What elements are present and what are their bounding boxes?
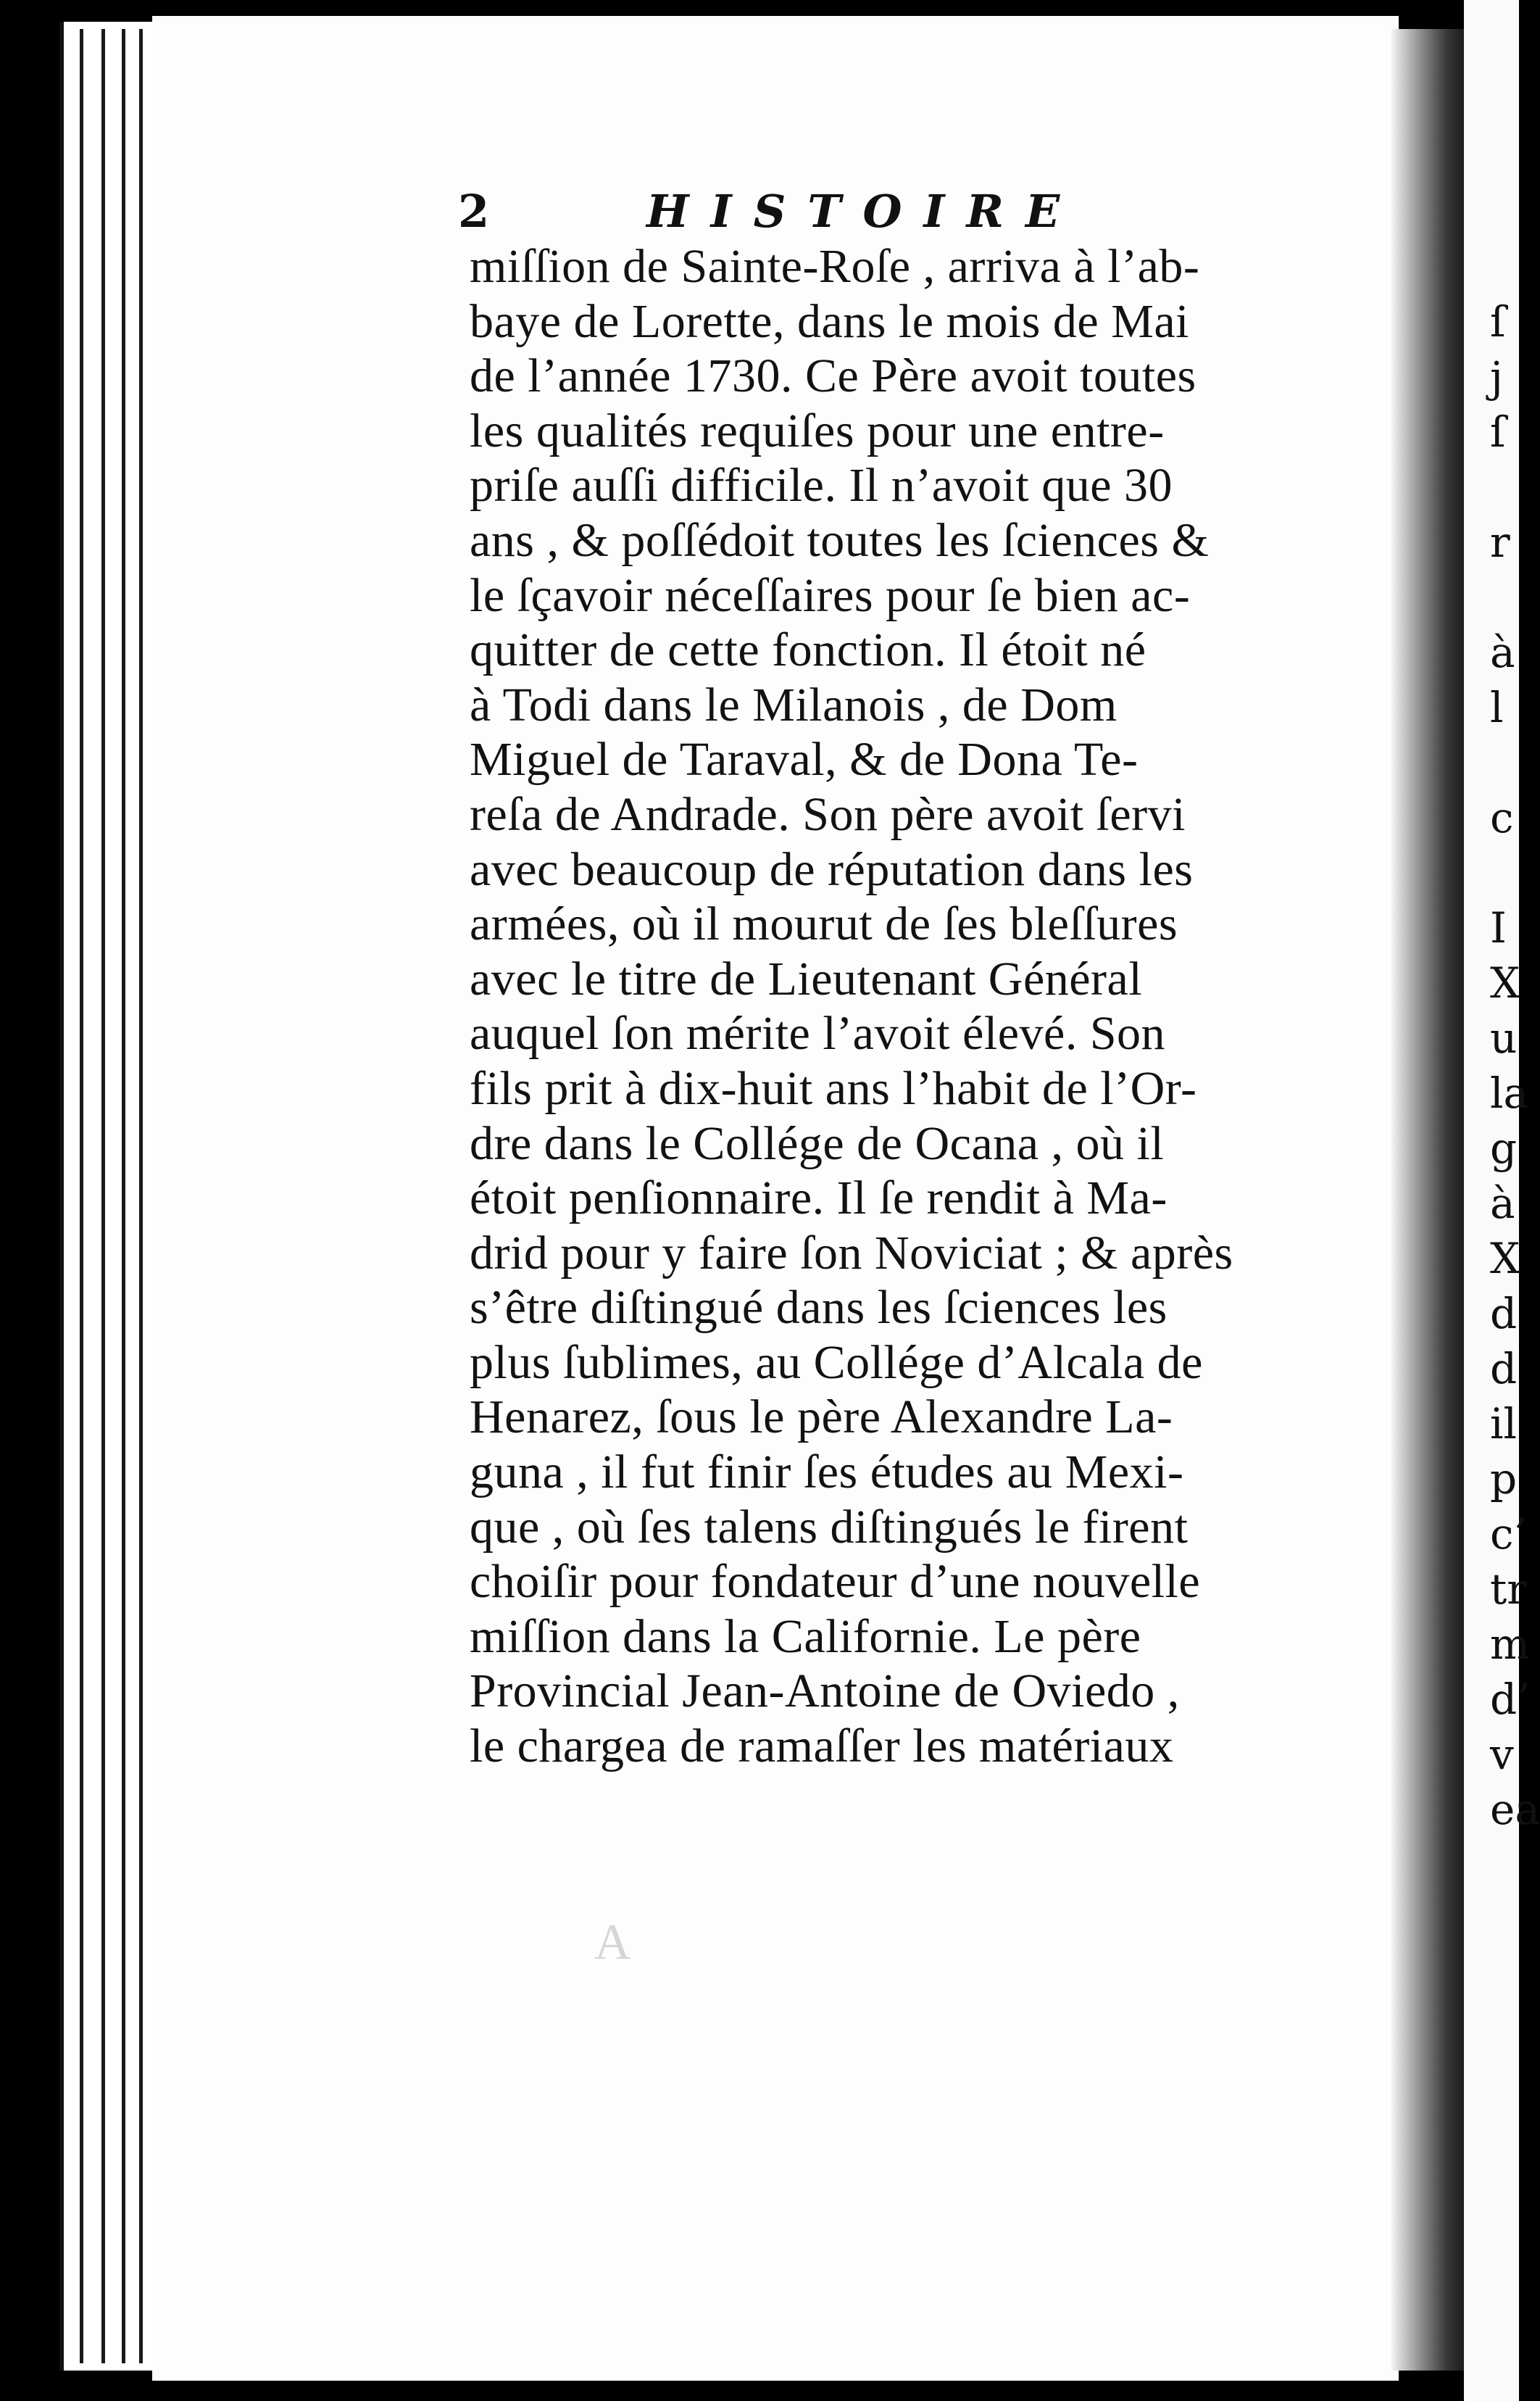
text-line: dre dans le Collége de Ocana , où il: [470, 1116, 1165, 1170]
facing-page-line: à: [1490, 628, 1515, 677]
text-line: miſſion de Sainte-Roſe , arriva à l’ab-: [470, 240, 1200, 293]
binding-gutter-shadow: [1391, 29, 1464, 2371]
facing-page-line: r: [1490, 518, 1510, 567]
text-line: fils prit à dix-huit ans l’habit de l’Or-: [470, 1061, 1197, 1115]
facing-page-line: c’: [1490, 1509, 1527, 1559]
facing-page-line: u: [1490, 1013, 1518, 1063]
text-line: miſſion dans la Californie. Le père: [470, 1609, 1141, 1663]
facing-page-line: [1490, 239, 1540, 294]
facing-page-line: ſ: [1490, 297, 1506, 347]
text-line: étoit penſionnaire. Il ſe rendit à Ma-: [470, 1172, 1168, 1225]
text-line: Provincial Jean-Antoine de Oviedo ,: [470, 1664, 1180, 1718]
facing-page-line: g: [1490, 1124, 1518, 1173]
running-head: [458, 185, 1386, 243]
text-line: reſa de Andrade. Son père avoit ſervi: [470, 787, 1186, 841]
facing-page-line: à: [1490, 1179, 1515, 1228]
facing-page-line: I: [1490, 903, 1507, 953]
facing-page-line: d: [1490, 1289, 1518, 1338]
text-line: que , où ſes talens diſtingués le firent: [470, 1500, 1189, 1554]
text-line: s’être diſtingué dans les ſciences les: [470, 1281, 1168, 1335]
text-line: avec beaucoup de réputation dans les: [470, 842, 1194, 896]
body-text: [470, 239, 1375, 1774]
page-edge-line: [122, 29, 125, 2363]
facing-page-line: l: [1490, 683, 1504, 732]
facing-page-line: p: [1490, 1454, 1518, 1504]
facing-page-line: [1490, 460, 1540, 515]
text-line: ans , & poſſédoit toutes les ſciences &: [470, 513, 1210, 567]
facing-page-edge: [1464, 0, 1540, 2401]
running-title: HISTOIRE: [646, 185, 1082, 238]
facing-page-line: la: [1490, 1069, 1529, 1118]
facing-page-line: ea: [1490, 1785, 1540, 1834]
text-line: guna , il fut finir ſes études au Mexi-: [470, 1446, 1184, 1499]
text-line: choiſir pour fondateur d’une nouvelle: [470, 1555, 1201, 1609]
bleed-through-text: A: [594, 1915, 636, 1970]
facing-page-line: d’: [1490, 1675, 1531, 1724]
text-line: armées, où il mourut de ſes bleſſures: [470, 897, 1178, 951]
text-line: avec le titre de Lieutenant Général: [470, 952, 1143, 1005]
facing-page-line: j: [1490, 352, 1503, 402]
facing-page-line: il: [1490, 1399, 1518, 1448]
text-line: à Todi dans le Milanois , de Dom: [470, 678, 1117, 731]
facing-page-line: [1490, 570, 1540, 625]
text-line: le chargea de ramaſſer les matériaux: [470, 1720, 1174, 1773]
text-line: de l’année 1730. Ce Père avoit toutes: [470, 349, 1196, 403]
text-line: le ſçavoir néceſſaires pour ſe bien ac-: [470, 568, 1191, 622]
facing-page-line: v: [1490, 1730, 1514, 1779]
facing-page-text: [1490, 239, 1540, 1837]
facing-page-line: X: [1490, 1234, 1520, 1283]
facing-page-line: X: [1490, 958, 1520, 1008]
facing-page-line: m: [1490, 1620, 1530, 1669]
page-edge-line: [101, 29, 105, 2363]
text-line: Henarez, ſous le père Alexandre La-: [470, 1390, 1173, 1444]
text-line: quitter de cette fonction. Il étoit né: [470, 623, 1146, 677]
facing-page-line: [1490, 845, 1540, 900]
text-line: priſe auſſi difficile. Il n’avoit que 30: [470, 459, 1173, 513]
facing-page-line: c: [1490, 793, 1514, 842]
page-edge-line: [139, 29, 143, 2363]
facing-page-line: d: [1490, 1344, 1518, 1393]
text-line: drid pour y faire ſon Noviciat ; & après: [470, 1226, 1233, 1280]
facing-page-line: [1490, 735, 1540, 790]
page-number: 2: [458, 185, 490, 238]
facing-page-line: ſ: [1490, 407, 1506, 457]
page-edge-line: [80, 29, 83, 2363]
facing-page-line: tr: [1490, 1564, 1528, 1614]
text-line: baye de Lorette, dans le mois de Mai: [470, 294, 1190, 348]
text-line: plus ſublimes, au Collége d’Alcala de: [470, 1335, 1203, 1389]
text-line: auquel ſon mérite l’avoit élevé. Son: [470, 1007, 1166, 1061]
text-line: les qualités requiſes pour une entre-: [470, 404, 1165, 457]
text-line: Miguel de Taraval, & de Dona Te-: [470, 733, 1139, 787]
